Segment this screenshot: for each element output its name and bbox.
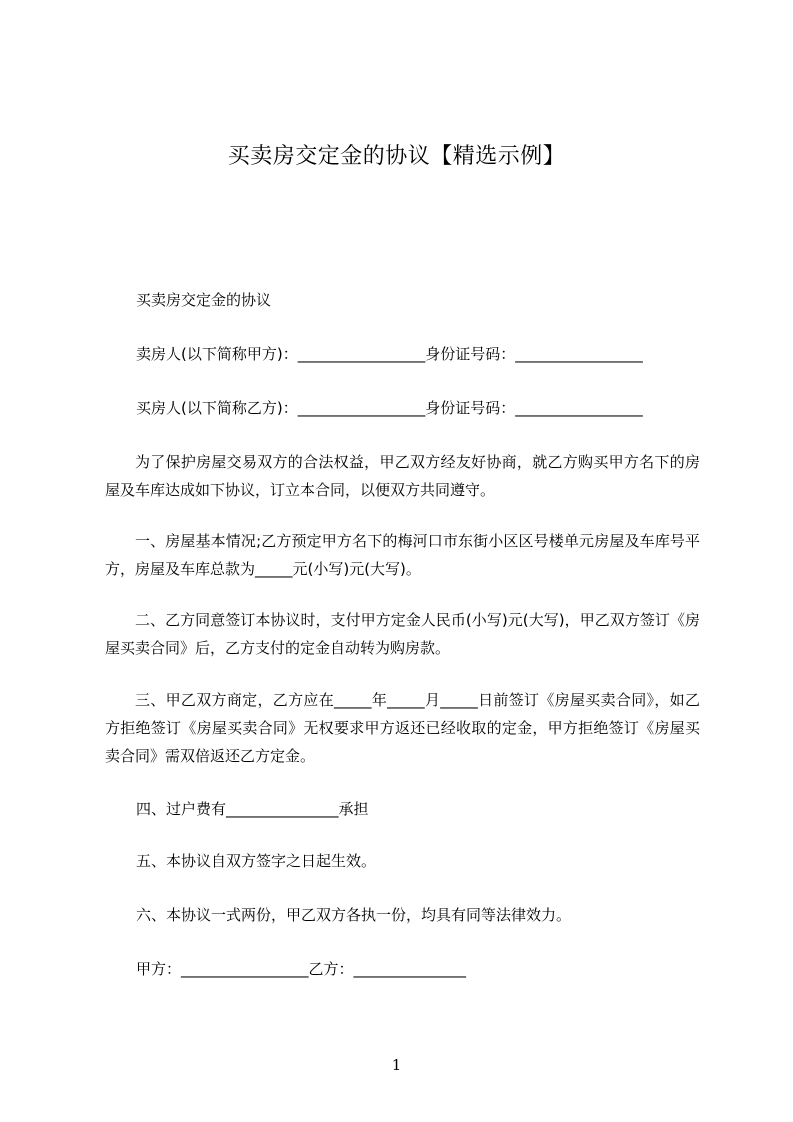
clause-4-paragraph: 四、过户费有_______________承担 [136,800,369,818]
intro-paragraph: 为了保护房屋交易双方的合法权益，甲乙双方经友好协商，就乙方购买甲方名下的房屋及车库达成如下协议，订立本合同，以便双方共同遵守。 [105,453,700,499]
clause-5-paragraph: 五、本协议自双方签字之日起生效。 [136,852,377,870]
signature-line: 甲方：_________________乙方：_______________ [136,960,467,978]
page-number: 1 [391,1056,402,1074]
seller-info-line: 卖房人(以下简称甲方)：_________________身份证号码：_________________ [136,345,643,363]
clause-6-paragraph: 六、本协议一式两份，甲乙双方各执一份，均具有同等法律效力。 [136,906,572,924]
buyer-info-line: 买房人(以下简称乙方)：_________________身份证号码：_________________ [136,399,643,417]
agreement-subtitle: 买卖房交定金的协议 [136,291,272,309]
clause-2-paragraph: 二、乙方同意签订本协议时，支付甲方定金人民币(小写)元(大写)，甲乙双方签订《房屋买卖合同》后，乙方支付的定金自动转为购房款。 [105,611,700,657]
clause-1-paragraph: 一、房屋基本情况;乙方预定甲方名下的梅河口市东街小区区号楼单元房屋及车库号平方，房屋及车库总款为_____元(小写)元(大写)。 [105,532,700,578]
clause-3-paragraph: 三、甲乙双方商定，乙方应在_____年_____月_____日前签订《房屋买卖合同》，如乙方拒绝签订《房屋买卖合同》无权要求甲方返还已经收取的定金，甲方拒绝签订《房屋买卖合同》需双倍返还乙方定金。 [105,691,700,765]
document-title: 买卖房交定金的协议【精选示例】 [227,144,566,169]
